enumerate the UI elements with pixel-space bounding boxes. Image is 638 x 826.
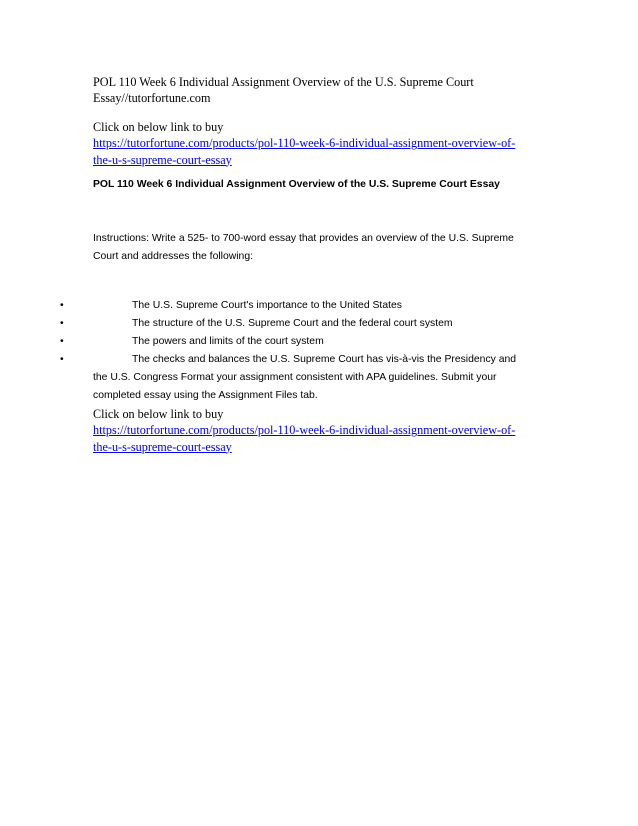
document-title-line-1: POL 110 Week 6 Individual Assignment Overview of the U.S. Supreme Court <box>93 75 474 89</box>
product-link[interactable]: https://tutorfortune.com/products/pol-110-week-6-individual-assignment-overview-of- the-u-s-supreme-court-essay <box>93 136 516 167</box>
bullet-icon: • <box>60 336 64 347</box>
instructions-line-2: Court and addresses the following: <box>93 251 253 263</box>
bullet-icon: • <box>60 318 64 329</box>
list-item-continuation <box>93 369 563 406</box>
list-item <box>60 351 540 369</box>
list-item-text: The structure of the U.S. Supreme Court and the federal court system <box>132 318 453 329</box>
essay-heading: POL 110 Week 6 Individual Assignment Overview of the U.S. Supreme Court Essay <box>93 179 500 190</box>
bullet-icon: • <box>60 354 64 365</box>
continuation-line-2: completed essay using the Assignment Files tab. <box>93 390 318 402</box>
list-item-text: The powers and limits of the court system <box>132 336 324 347</box>
buy-section-top <box>93 119 553 168</box>
buy-intro-text: Click on below link to buy <box>93 120 224 134</box>
list-item <box>60 315 540 333</box>
document-title-line-2: Essay//tutorfortune.com <box>93 91 211 106</box>
bullet-icon: • <box>60 300 64 311</box>
list-item-text: The checks and balances the U.S. Supreme Court has vis-à-vis the Presidency and <box>132 354 517 365</box>
product-link[interactable]: https://tutorfortune.com/products/pol-110-week-6-individual-assignment-overview-of- the-u-s-supreme-court-essay <box>93 423 516 454</box>
document-title <box>93 74 553 107</box>
instructions-line-1: Instructions: Write a 525- to 700-word essay that provides an overview of the U.S. Supreme <box>93 233 514 244</box>
list-item <box>60 297 540 315</box>
instructions-paragraph <box>93 230 563 267</box>
list-item-text: The U.S. Supreme Court's importance to the United States <box>132 300 402 311</box>
list-item <box>60 333 540 351</box>
buy-intro-text: Click on below link to buy <box>93 407 224 421</box>
buy-section-bottom <box>93 406 553 455</box>
continuation-line-1: the U.S. Congress Format your assignment consistent with APA guidelines. Submit your <box>93 372 497 383</box>
